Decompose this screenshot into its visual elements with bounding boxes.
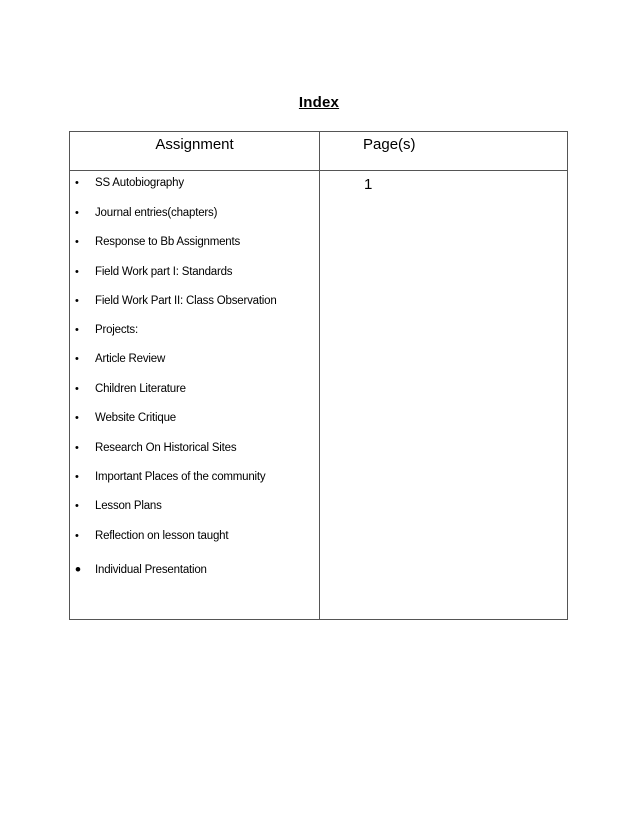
bullet-icon: •: [75, 236, 79, 248]
list-item-label: Field Work Part II: Class Observation: [95, 295, 277, 307]
list-item-label: Projects:: [95, 324, 138, 336]
list-item-label: Response to Bb Assignments: [95, 236, 241, 248]
bullet-icon: •: [75, 383, 79, 395]
bullet-icon: •: [75, 500, 79, 512]
bullet-icon: •: [75, 177, 79, 189]
list-item-label: Research On Historical Sites: [95, 442, 237, 454]
page-title: Index: [298, 94, 340, 111]
list-item-label: Field Work part I: Standards: [95, 266, 233, 278]
list-item-label: SS Autobiography: [95, 177, 184, 189]
assignment-column-header: Assignment: [155, 136, 234, 153]
bullet-icon: •: [75, 207, 79, 219]
bullet-icon: •: [75, 353, 79, 365]
index-table: [69, 131, 568, 620]
bullet-icon: •: [75, 295, 79, 307]
list-item-label: Reflection on lesson taught: [95, 530, 229, 542]
page-number: 1: [364, 176, 373, 193]
bullet-icon: •: [75, 471, 79, 483]
bullet-icon: •: [75, 442, 79, 454]
list-item-label: Children Literature: [95, 383, 186, 395]
list-item-label: Individual Presentation: [95, 564, 207, 576]
bullet-icon: •: [75, 412, 79, 424]
list-item-label: Article Review: [95, 353, 166, 365]
bullet-icon: •: [75, 266, 79, 278]
bullet-icon: •: [75, 560, 81, 579]
list-item-label: Website Critique: [95, 412, 176, 424]
list-item-label: Important Places of the community: [95, 471, 266, 483]
header-divider: [70, 170, 567, 171]
bullet-icon: •: [75, 530, 79, 542]
list-item-label: Journal entries(chapters): [95, 207, 218, 219]
column-divider: [319, 132, 320, 619]
list-item-label: Lesson Plans: [95, 500, 162, 512]
pages-column-header: Page(s): [363, 136, 416, 153]
bullet-icon: •: [75, 324, 79, 336]
